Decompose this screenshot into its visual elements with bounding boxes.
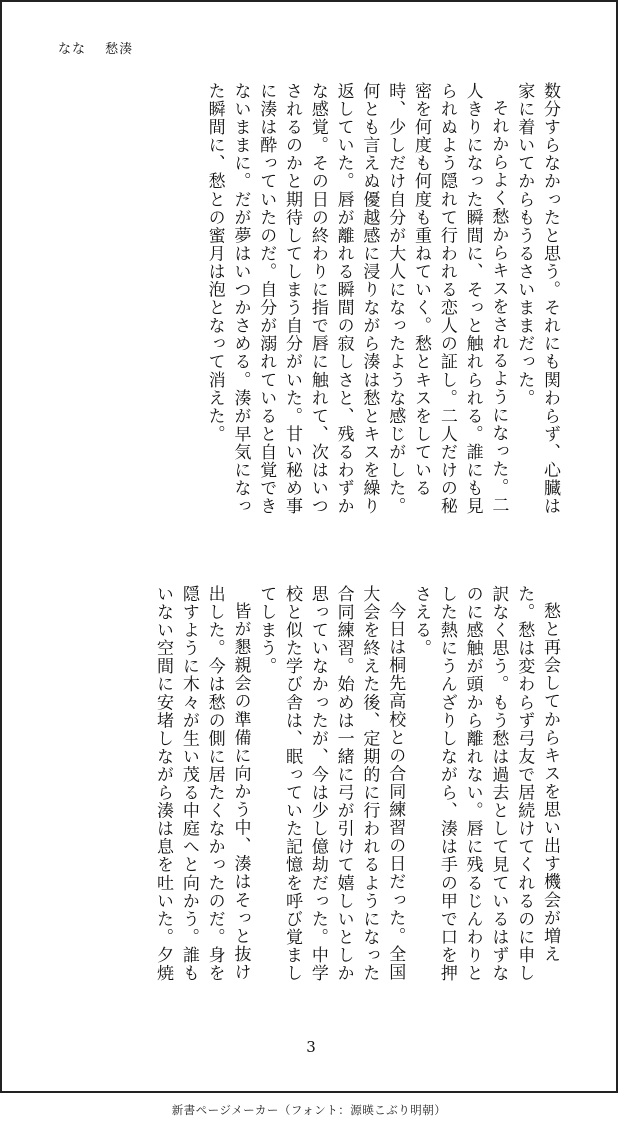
vertical-text-block-top <box>82 82 562 532</box>
running-header <box>58 38 133 57</box>
vertical-text-block-bottom <box>82 585 562 995</box>
page-number: 3 <box>306 1038 316 1056</box>
paragraph: 愁と再会してからキスを思い出す機会が増えた。愁は変わらず弓友で居続けてくれるのに申し訳なく思う。もう愁は過去として見ているはずなのに感触が頭から離れない。唇に残るじんわりとした熱にうんざりしながら、湊は手の甲で口を押さえる。 <box>411 585 560 983</box>
paragraph: それからよく愁からキスをされるようになった。二人きりになった瞬間に、そっと触れられる。誰にも見られぬよう隠れて行われる恋人の証し。二人だけの秘密を何度も何度も重ねていく。愁とキスをしている時、少しだけ自分が大人になったような感じがした。何とも言えぬ優越感に浸りながら湊は愁とキスを繰り返していた。唇が離れる瞬間の寂しさと、残るわずかな感覚。その日の終わりに指で唇に触れて、次はいつされるのかと期待してしまう自分がいた。甘い秘め事に湊は酔っていたのだ。自分が溺れていると自覚できないままに。だが夢はいつかさめる。湊が早気になった瞬間に、愁との蜜月は泡となって消えた。 <box>204 82 509 516</box>
paragraph: 数分すらなかったと思う。それにも関わらず、心臓は家に着いてからもうるさいままだった。 <box>514 82 560 516</box>
paragraph: 皆が懇親会の準備に向かう中、湊はそっと抜け出した。今は愁の側に居たくなかったのだ。身を隠すように木々が生い茂る中庭へと向かう。誰もいない空間に安堵しながら湊は息を吐いた。夕焼 <box>153 585 251 983</box>
header-title: 愁湊 <box>105 42 134 57</box>
header-author: なな <box>58 42 87 57</box>
generator-credit: 新書ページメーカー（フォント：源暎こぶり明朝） <box>171 1103 447 1117</box>
paragraph: 今日は桐先高校との合同練習の日だった。全国大会を終えた後、定期的に行われるようになった合同練習。始めは一緒に弓が引けて嬉しいとしか思っていなかったが、今は少し億劫だった。中学校と似た学び舎は、眠っていた記憶を呼び覚ましてしまう。 <box>256 585 406 983</box>
